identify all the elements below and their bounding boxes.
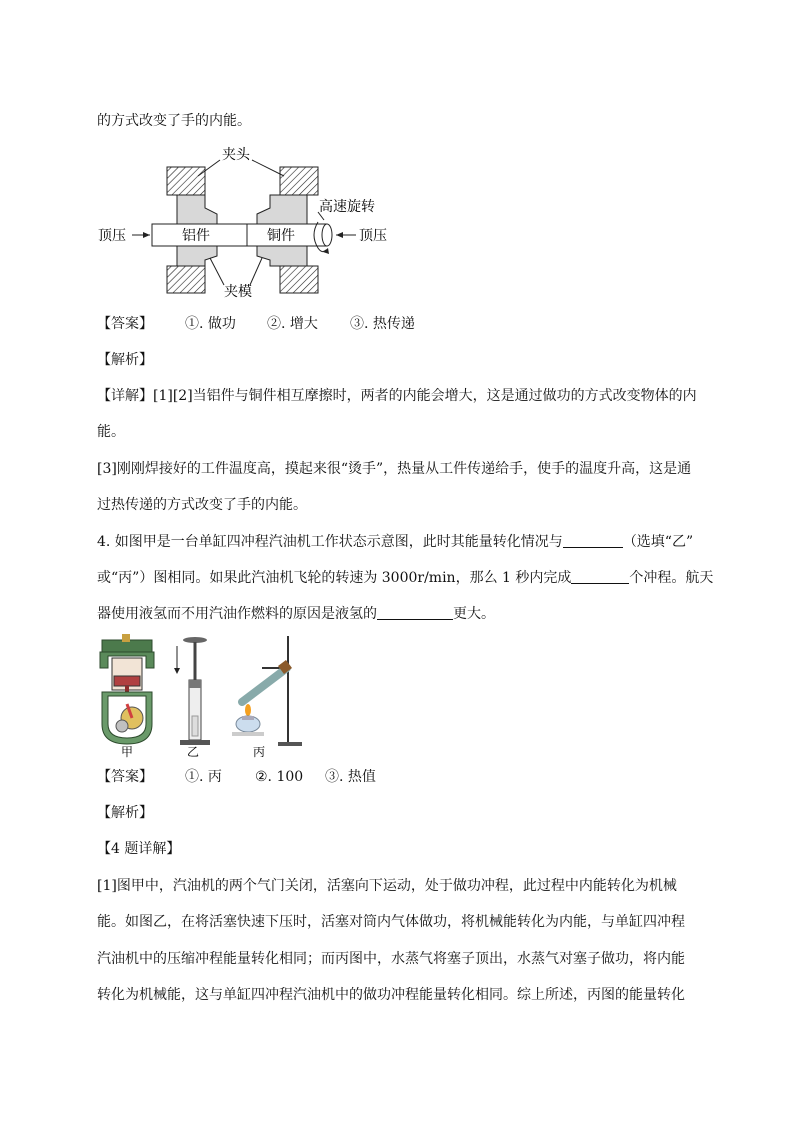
clamp-right xyxy=(257,195,307,226)
text-line: 的方式改变了手的内能。 xyxy=(97,113,251,129)
down-arrow xyxy=(174,668,180,674)
piston-cylinder-diagram xyxy=(174,637,210,745)
text-line: 能。 xyxy=(97,424,125,440)
text-line: 【详解】[1][2]当铝件与铜件相互摩擦时，两者的内能会增大，这是通过做功的方式改变物体的内 xyxy=(97,388,697,404)
answer-item: ③. 热传递 xyxy=(350,316,415,332)
question-text: （选填“乙” xyxy=(622,534,694,550)
text-line: 能。如图乙，在将活塞快速下压时，活塞对筒内气体做功，将机械能转化为内能，与单缸四冲程 xyxy=(97,914,685,930)
clamp-left xyxy=(177,195,217,226)
label-jia: 甲 xyxy=(120,745,134,759)
push-arrow-right xyxy=(336,232,343,238)
label-chuck: 夹头 xyxy=(222,147,250,163)
answer-item: ②. 100 xyxy=(255,769,304,785)
question-text: 或“丙”）图相同。如果此汽油机飞轮的转速为 3000r/min，那么 1 秒内完成 xyxy=(97,570,572,586)
text-line: 转化为机械能，这与单缸四冲程汽油机中的做功冲程能量转化相同。综上所述，丙图的能量转化 xyxy=(97,987,685,1003)
friction-welding-figure xyxy=(92,140,402,300)
question-text: 个冲程。航天 xyxy=(629,570,714,586)
section-heading: 【4 题详解】 xyxy=(97,841,181,857)
question-text: 更大。 xyxy=(453,606,495,622)
label-push-left: 顶压 xyxy=(98,228,126,244)
label-aluminium: 铝件 xyxy=(182,228,210,244)
answer-blank xyxy=(377,604,453,620)
question-text: 4. 如图甲是一台单缸四冲程汽油机工作状态示意图，此时其能量转化情况与 xyxy=(97,534,563,550)
clamp-right-bottom xyxy=(257,244,307,266)
engine-diagram xyxy=(100,634,154,744)
push-arrow-left xyxy=(143,232,150,238)
text-line: 过热传递的方式改变了手的内能。 xyxy=(97,497,307,513)
chuck-bottom-right xyxy=(280,266,318,293)
answer-item: ②. 增大 xyxy=(267,316,318,332)
text-line: [3]刚刚焊接好的工件温度高，摸起来很“烫手”，热量从工件传递给手，使手的温度升高，这是通 xyxy=(97,461,692,477)
text-line: [1]图甲中，汽油机的两个气门关闭，活塞向下运动，处于做功冲程，此过程中内能转化为机械 xyxy=(97,878,677,894)
answer-item: ③. 热值 xyxy=(325,769,376,785)
clamp-left-bottom xyxy=(177,244,217,266)
answer-blank xyxy=(563,532,623,548)
chuck-top-left xyxy=(167,167,205,195)
test-tube-diagram xyxy=(232,636,302,746)
chuck-top-right xyxy=(280,167,318,195)
label-bing: 丙 xyxy=(252,745,266,759)
label-push-right: 顶压 xyxy=(359,228,387,244)
answer-blank xyxy=(571,568,629,584)
answer-heading: 【答案】 xyxy=(97,316,153,332)
label-copper: 铜件 xyxy=(267,228,295,244)
answer-heading: 【答案】 xyxy=(97,769,153,785)
question-line xyxy=(97,604,495,624)
question-text: 器使用液氢而不用汽油作燃料的原因是液氢的 xyxy=(97,606,377,622)
chuck-bottom-left xyxy=(167,266,205,293)
label-rotate: 高速旋转 xyxy=(319,199,375,215)
analysis-heading: 【解析】 xyxy=(97,805,153,821)
question-line xyxy=(97,568,713,588)
question-line xyxy=(97,532,693,552)
text-line: 汽油机中的压缩冲程能量转化相同；而丙图中，水蒸气将塞子顶出，水蒸气对塞子做功，将内能 xyxy=(97,951,685,967)
label-clamp-die: 夹模 xyxy=(224,284,252,300)
label-yi: 乙 xyxy=(186,745,200,759)
analysis-heading: 【解析】 xyxy=(97,352,153,368)
answer-item: ①. 做功 xyxy=(185,316,236,332)
energy-conversion-figure xyxy=(92,632,312,760)
answer-item: ①. 丙 xyxy=(185,769,222,785)
